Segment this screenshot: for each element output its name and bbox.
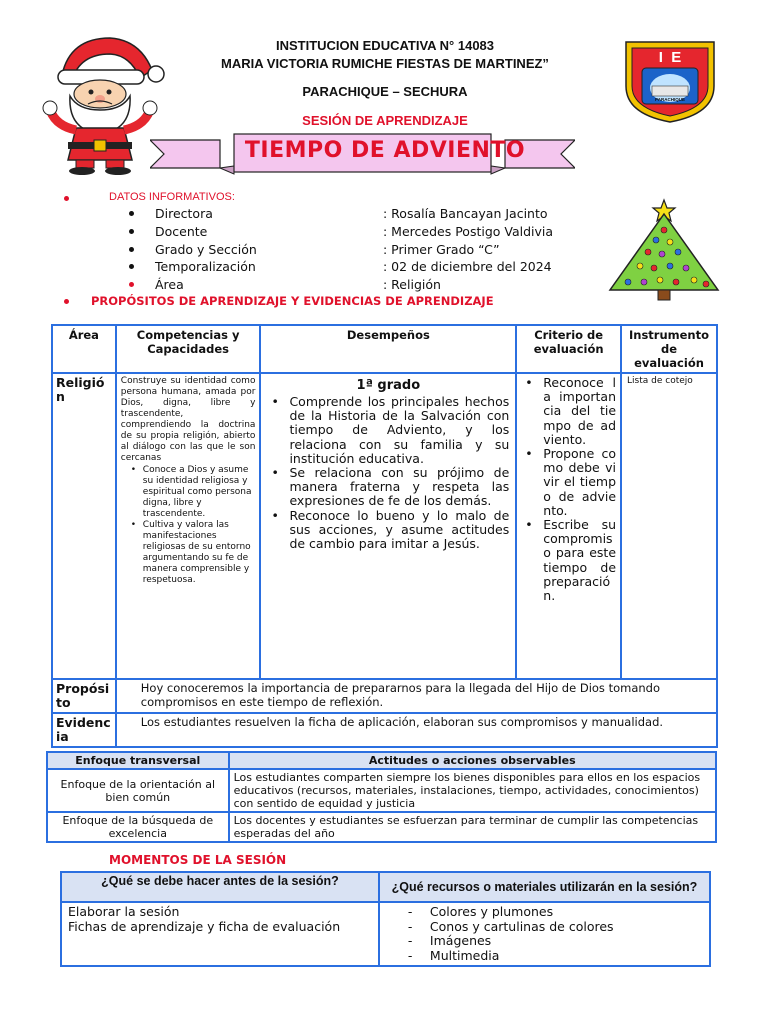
antes-item: Elaborar la sesión xyxy=(68,904,180,919)
actitud-cell: Los docentes y estudiantes se esfuerzan para terminar de cumplir las competencias esperadas del año xyxy=(229,812,716,842)
school-name-line-2: MARIA VICTORIA RUMICHE FIESTAS DE MARTINEZ” xyxy=(221,56,549,71)
header-enfoque: Enfoque transversal xyxy=(47,752,229,769)
desempenos-list xyxy=(267,395,509,551)
criterios-list xyxy=(521,376,616,603)
header-antes: ¿Qué se debe hacer antes de la sesión? xyxy=(61,872,379,902)
recursos-list xyxy=(404,905,703,963)
info-value-grado: : Primer Grado “C” xyxy=(383,242,500,257)
logo-caption: PARACHIQUE xyxy=(655,97,685,102)
desempenos-cell xyxy=(260,373,516,679)
momentos-table xyxy=(60,871,711,967)
bullet-info xyxy=(129,211,134,216)
learning-purposes-table xyxy=(51,324,718,748)
instrumento-cell xyxy=(621,373,717,679)
info-label-grado: Grado y Sección xyxy=(155,242,257,257)
school-name-line-1: INSTITUCION EDUCATIVA N° 14083 xyxy=(275,38,495,53)
enfoque-cell: Enfoque de la búsqueda de excelencia xyxy=(47,812,229,842)
competencia-text: Construye su identidad como persona humana, amada por Dios, digna, libre y trascendente, comprendiendo la doctrina de su propia religión, abierto al diálogo con las que le son cercanas xyxy=(120,376,256,463)
info-label-temporalizacion: Temporalización xyxy=(155,259,256,274)
area-value: Religión xyxy=(56,375,105,404)
desempeno-item: • Comprende los principales hechos de la Historia de la Salvación con tiempo de Adviento, y los relaciona con su familia y su institución educativa. xyxy=(267,395,509,466)
bullet-info xyxy=(129,229,134,234)
info-value-area: : Religión xyxy=(383,277,441,292)
session-label: SESIÓN DE APRENDIZAJE xyxy=(302,113,468,128)
evidencia-label-cell xyxy=(52,713,116,747)
grado-label: 1ª grado xyxy=(356,378,421,393)
bullet-info xyxy=(129,247,134,252)
header-instrumento: Instrumento de evaluación xyxy=(621,325,717,373)
header-desempenos: Desempeños xyxy=(260,325,516,373)
area-cell xyxy=(52,373,116,679)
bullet-datos xyxy=(64,196,69,201)
header-competencias: Competencias y Capacidades xyxy=(116,325,261,373)
recurso-item: - Multimedia xyxy=(404,949,703,964)
recurso-item: - Colores y plumones xyxy=(404,905,703,920)
header-criterio: Criterio de evaluación xyxy=(516,325,621,373)
info-label-directora: Directora xyxy=(155,206,213,221)
proposito-text-cell xyxy=(116,679,717,713)
bullet-propositos xyxy=(64,299,69,304)
proposito-label: Propósito xyxy=(56,681,110,710)
recurso-item: - Conos y cartulinas de colores xyxy=(404,920,703,935)
datos-heading: DATOS INFORMATIVOS: xyxy=(109,191,235,203)
evidencia-label: Evidencia xyxy=(56,715,111,744)
recurso-item: - Imágenes xyxy=(404,934,703,949)
bullet-info xyxy=(129,264,134,269)
info-value-docente: : Mercedes Postigo Valdivia xyxy=(383,224,554,239)
desempeno-item: • Se relaciona con su prójimo de manera fraterna y respeta las expresiones de fe de los demás. xyxy=(267,466,509,509)
proposito-label-cell xyxy=(52,679,116,713)
competencias-cell xyxy=(116,373,261,679)
actitud-cell: Los estudiantes comparten siempre los bienes disponibles para ellos en los espacios educativos (recursos, materiales, instalaciones, tiempo, actividades, conocimientos) con sentido de equidad y justicia xyxy=(229,769,716,812)
capacidades-list xyxy=(121,465,256,586)
criterio-item: • Escribe su compromiso para este tiempo de preparación. xyxy=(521,518,616,603)
capacidad-item: • Conoce a Dios y asume su identidad religiosa y espiritual como persona digna, libre y trascendente. xyxy=(129,465,256,520)
capacidad-item: • Cultiva y valora las manifestaciones religiosas de su entorno argumentando su fe de manera comprensible y respetuosa. xyxy=(129,520,256,586)
momentos-heading: MOMENTOS DE LA SESIÓN xyxy=(109,853,287,867)
propositos-heading: PROPÓSITOS DE APRENDIZAJE Y EVIDENCIAS DE APRENDIZAJE xyxy=(91,294,494,308)
criterio-item: • Propone como debe vivir el tiempo de adviento. xyxy=(521,447,616,518)
instrumento-value: Lista de cotejo xyxy=(627,376,693,386)
header-actitudes: Actitudes o acciones observables xyxy=(229,752,716,769)
header-area: Área xyxy=(52,325,116,373)
evidencia-text: Los estudiantes resuelven la ficha de aplicación, elaboran sus compromisos y manualidad. xyxy=(140,715,664,729)
antes-item: Fichas de aprendizaje y ficha de evaluación xyxy=(68,918,341,934)
criterios-cell xyxy=(516,373,621,679)
desempeno-item: • Reconoce lo bueno y lo malo de sus acciones, y asume actitudes de cambio para imitar a Jesús. xyxy=(267,509,509,552)
info-value-directora: : Rosalía Bancayan Jacinto xyxy=(383,206,548,221)
antes-cell xyxy=(61,902,379,966)
christmas-tree-illustration xyxy=(608,186,724,306)
info-value-temporalizacion: : 02 de diciembre del 2024 xyxy=(383,259,552,274)
header-recursos: ¿Qué recursos o materiales utilizarán en la sesión? xyxy=(379,872,710,902)
enfoque-cell: Enfoque de la orientación al bien común xyxy=(47,769,229,812)
enfoque-transversal-table xyxy=(46,751,717,843)
evidencia-text-cell xyxy=(116,713,717,747)
proposito-text: Hoy conoceremos la importancia de prepararnos para la llegada del Hijo de Dios tomando compromisos en este tiempo de reflexión. xyxy=(140,681,660,709)
page-title: TIEMPO DE ADVIENTO xyxy=(244,138,526,163)
info-label-area: Área xyxy=(155,277,184,292)
bullet-area xyxy=(129,282,134,287)
info-label-docente: Docente xyxy=(155,224,208,239)
logo-letters: I E xyxy=(658,49,682,66)
recursos-cell xyxy=(379,902,710,966)
school-location: PARACHIQUE – SECHURA xyxy=(302,84,468,99)
criterio-item: • Reconoce la importancia del tiempo de adviento. xyxy=(521,376,616,447)
